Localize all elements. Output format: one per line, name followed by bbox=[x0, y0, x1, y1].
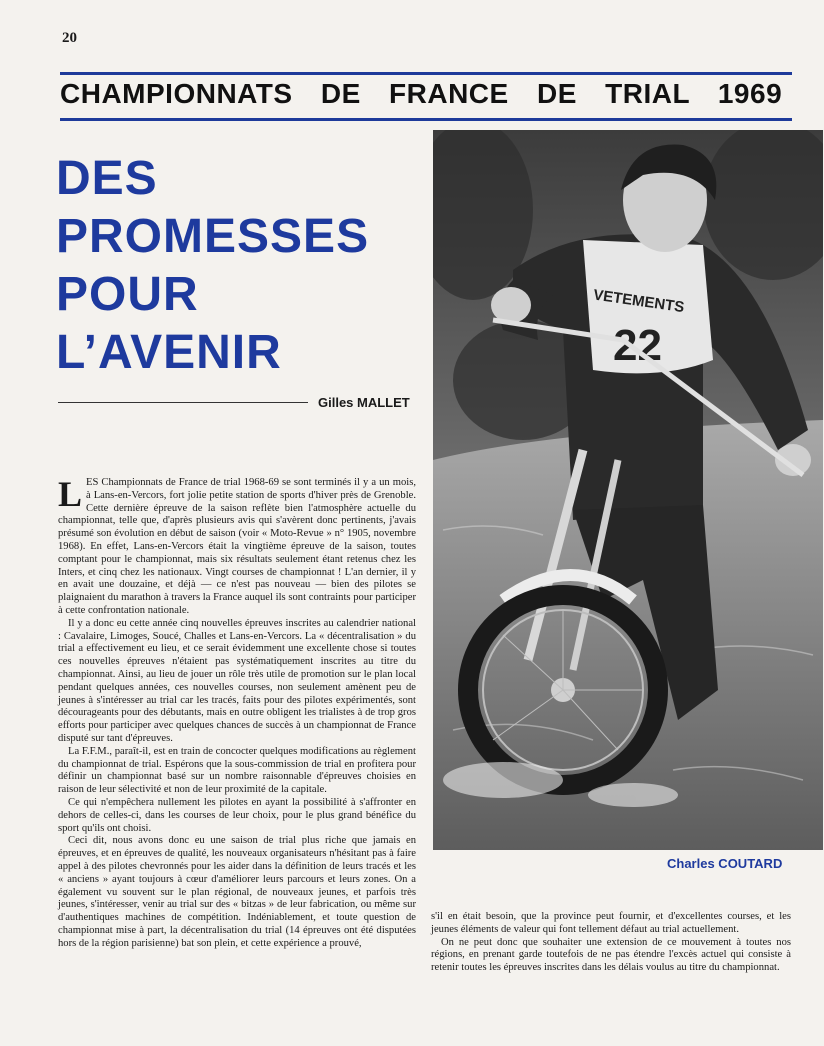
photo-illustration bbox=[433, 130, 823, 850]
paragraph-3: La F.F.M., paraît-il, est en train de concocter quelques modifications au règlement du championnat de trial. Espérons que la sous-commission de trial en profitera pour définir un championnat basé sur un nombre raisonnable d'épreuves choisies en raison de leur sélectivité et non de leur proximité de la capitale. bbox=[58, 745, 416, 796]
bib-number: 22 bbox=[613, 321, 662, 370]
paragraph-5: Ceci dit, nous avons donc eu une saison de trial plus riche que jamais en épreuves, et en épreuves de qualité, les nouveaux organisateurs n'hésitant pas à faire appel à des pilotes chevronnés pour les aider dans la définition de leurs tracés et les « anciens » ayant toujours à cœur d'améliorer leurs parcours et leurs zones. On a également vu souvent sur le plan régional, de nouveaux jeunes, et parfois très jeunes, s'intéresser, venir au trial sur des « bitzas » de leur fabrication, ou même sur d'authentiques machines de compétition. Indéniablement, et toute question de championnat mise à part, la décentralisation du trial (14 épreuves ont été disputées hors de la région parisienne) bat son plein, et cette expérience a prouvé, bbox=[58, 835, 416, 949]
page-number: 20 bbox=[62, 30, 77, 46]
drop-cap: L bbox=[58, 474, 83, 514]
article-column-1 bbox=[58, 474, 416, 950]
author-byline: Gilles MALLET bbox=[318, 395, 410, 410]
paragraph-4: Ce qui n'empêchera nullement les pilotes en ayant la possibilité à s'affronter en dehors de celles-ci, dans les courses de leur choix, pour le plus grand bénéfice du sport qu'ils ont choisi. bbox=[58, 796, 416, 834]
headline-line-2: PROMESSES bbox=[56, 210, 370, 263]
header-rule-top bbox=[60, 72, 792, 75]
paragraph-1: LES Championnats de France de trial 1968-69 se sont terminés il y a un mois, à Lans-en-Vercors, fort jolie petite station de sports d'hiver près de Grenoble. Cette dernière épreuve de la saison reflète bien l'atmosphère actuelle du championnat, telle que, d'après plusieurs avis qui s'avèrent donc pertinents, j'avais présumé son évolution en début de saison (voir « Moto-Revue » n° 1905, novembre 1968). En effet, Lans-en-Vercors était la vingtième épreuve de la saison, toutes comptant pour le championnat, mais six résultats seulement étant retenus chez les Inters, et cinq chez les nationaux. Vingt courses de championnat ! L'an dernier, il y en avait une douzaine, et déjà — ce n'est pas nouveau — bien des pilotes se plaignaient du marathon à travers la France auquel ils sont contraints pour participer à cette confrontation nationale. bbox=[58, 474, 416, 616]
author-divider bbox=[58, 402, 308, 403]
photo-credit: Charles COUTARD bbox=[667, 856, 783, 871]
bib-text: VETEMENTS bbox=[592, 286, 686, 317]
trial-rider-photo bbox=[433, 130, 823, 850]
headline-line-4: L’AVENIR bbox=[56, 326, 282, 379]
article-headline bbox=[56, 150, 436, 382]
headline-line-1: DES bbox=[56, 152, 158, 205]
article-column-2 bbox=[431, 911, 791, 975]
section-header-title: CHAMPIONNATS DE FRANCE DE TRIAL 1969 bbox=[60, 78, 783, 109]
paragraph-2: Il y a donc eu cette année cinq nouvelles épreuves inscrites au calendrier national : Cavalaire, Limoges, Soucé, Challes et Lans-en-Vercors. La « décentralisation » du trial a effectivement eu lieu, et ce serait évidemment une excellente chose si toutes ces nouvelles épreuves n'étaient pas systématiquement inscrites au titre du championnat. Ainsi, au lieu de jouer un rôle très utile de promotion sur le plan local pendant quelques années, ces nouvelles courses, non seulement amènent peu de jeunes à s'intéresser au trial car les tracés, faits pour des pilotes expérimentés, sont décourageants pour des débutants, mais en outre obligent les trialistes à de trop gros efforts pour participer avec quelques chances de succès à un championnat de France disputé sur tant d'épreuves. bbox=[58, 617, 416, 744]
paragraph-7: On ne peut donc que souhaiter une extension de ce mouvement à toutes nos régions, en prenant garde toutefois de ne pas étendre l'excès actuel qui consiste à retenir toutes les épreuves inscrites dans les délais voulus au titre du championnat. bbox=[431, 936, 791, 974]
paragraph-6: s'il en était besoin, que la province peut fournir, et d'excellentes courses, et les jeunes éléments de valeur qui font tellement défaut au trial actuellement. bbox=[431, 911, 791, 935]
headline-line-3: POUR bbox=[56, 268, 199, 321]
header-rule-bottom bbox=[60, 118, 792, 121]
